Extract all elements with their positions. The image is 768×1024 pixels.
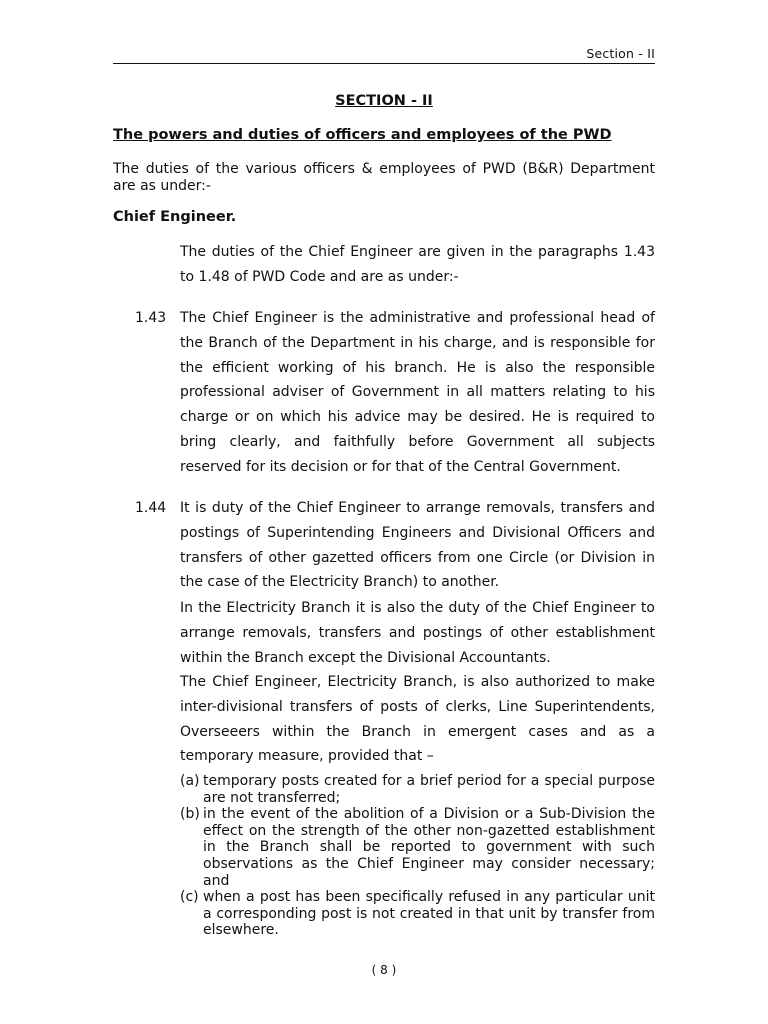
list-item <box>180 773 655 806</box>
paragraph-text: The Chief Engineer is the administrative and professional head of the Branch of the Department in his charge, and is responsible for the efficient working of his branch. He is also the responsible professional adviser of Government in all matters relating to his charge or on which his advice may be desired. He is required to bring clearly, and faithfully before Government all subjects reserved for its decision or for that of the Central Government. <box>180 310 655 475</box>
paragraph-text: The Chief Engineer, Electricity Branch, is also authorized to make inter-divisional transfers of posts of clerks, Line Superintendents, Overseeers within the Branch in emergent cases and as a temporary measure, provided that – <box>180 674 655 765</box>
section-title: SECTION - II <box>335 93 433 109</box>
role-heading: Chief Engineer. <box>113 209 237 225</box>
lead-paragraph: The duties of the Chief Engineer are given in the paragraphs 1.43 to 1.48 of PWD Code and are as under:- <box>180 244 655 285</box>
paragraph-text: In the Electricity Branch it is also the duty of the Chief Engineer to arrange removals, transfers and postings of other establishment within the Branch except the Divisional Accountants. <box>180 600 655 666</box>
clause-text: in the event of the abolition of a Division or a Sub-Division the effect on the strength of the other non-gazetted establishment in the Branch shall be reported to government with such observations as the Chief Engineer may consider necessary; and <box>203 806 655 889</box>
header-rule <box>113 63 655 64</box>
document-page <box>113 0 655 1024</box>
page-number: ( 8 ) <box>371 963 397 977</box>
list-item <box>180 889 655 939</box>
running-header: Section - II <box>586 46 655 61</box>
list-item <box>180 806 655 889</box>
clause-label: (c) <box>180 889 199 906</box>
paragraph-text: It is duty of the Chief Engineer to arrange removals, transfers and postings of Superintending Engineers and Divisional Officers and transfers of other gazetted officers from one Circle (or Division in the case of the Electricity Branch) to another. <box>180 500 655 591</box>
clause-list <box>180 773 655 939</box>
paragraph-number: 1.43 <box>135 310 167 326</box>
clause-text: temporary posts created for a brief period for a special purpose are not transferred; <box>203 773 655 806</box>
section-subtitle: The powers and duties of officers and employees of the PWD <box>113 127 612 143</box>
clause-text: when a post has been specifically refused in any particular unit a corresponding post is not created in that unit by transfer from elsewhere. <box>203 889 655 939</box>
clause-label: (b) <box>180 806 200 823</box>
intro-paragraph: The duties of the various officers & employees of PWD (B&R) Department are as under:- <box>113 161 655 194</box>
paragraph-number: 1.44 <box>135 500 167 516</box>
clause-label: (a) <box>180 773 200 789</box>
